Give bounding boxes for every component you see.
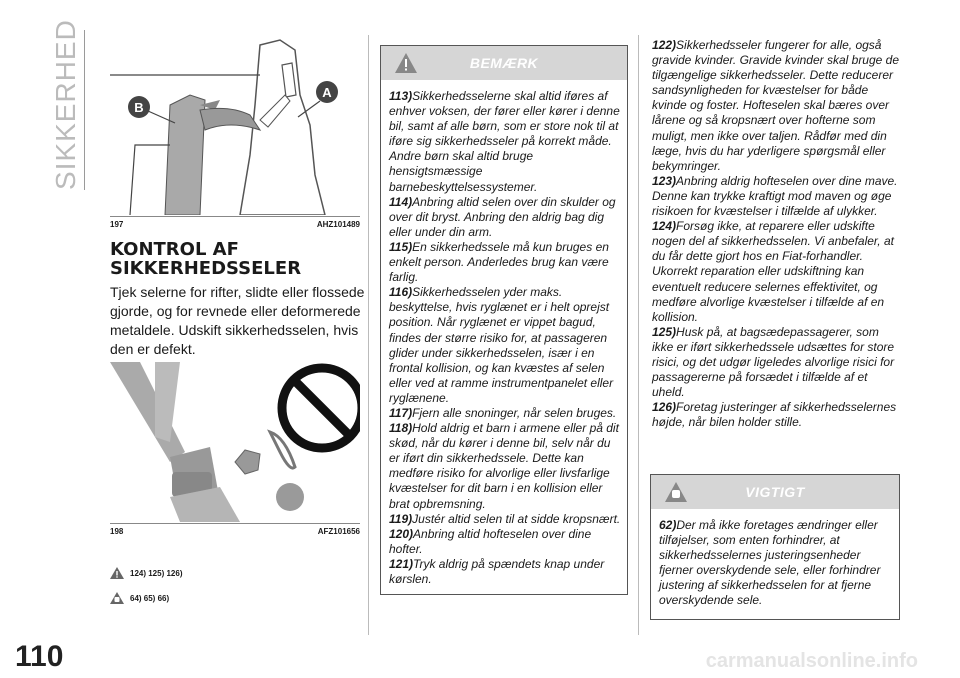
note-item-number: 124) <box>652 219 677 234</box>
figure-198-caption <box>110 523 360 536</box>
note-item <box>389 527 621 557</box>
note-item <box>652 400 902 430</box>
hand-warning-icon <box>110 592 124 604</box>
note-item-number: 122) <box>652 38 677 52</box>
note-item <box>652 38 902 174</box>
note-item <box>389 240 621 285</box>
body-paragraph: Tjek selerne for rifter, slidte eller flossede gjorde, og for revnede eller deformerede metaldele. Udskift sikkerhedsselen, hvis den er defekt. <box>110 284 365 357</box>
figure-marker-a <box>316 81 338 103</box>
note-item-number: 126) <box>652 400 677 415</box>
note-item-text: Hold aldrig et barn i armene eller på dit skød, når du kører i denne bil, selv når du er iført din sikkerhedssele. Dette kan medføre risiko for alvorlige eller livsfarlige kvæstelser for dit barn i en kollision eller brat opbremsning. <box>389 421 619 511</box>
svg-text:A: A <box>322 85 332 100</box>
note-item-text: Tryk aldrig på spændets knap under kørslen. <box>389 556 605 586</box>
figure-code: AHZ101489 <box>316 220 360 229</box>
note-item-number: 125) <box>652 324 677 339</box>
note-item-number: 115) <box>389 239 413 254</box>
note-item <box>389 89 621 195</box>
heading-line-2: SIKKERHEDSSELER <box>110 258 302 279</box>
note-item-text: Anbring altid hofteselen over dine hofter. <box>389 526 592 556</box>
figure-marker-b <box>128 96 150 118</box>
note-item-text: Sikkerhedsselerne skal altid iføres af enhver voksen, der fører eller kører i denne bil, samt af alle børn, som er store nok til at iføre sig sikkerhedsseler på korrekt måde. Andre børn skal altid bruge hensigtsmæssige barnebeskyttelsessystemer. <box>389 89 620 194</box>
page-heading <box>110 240 360 278</box>
section-rule <box>84 30 85 190</box>
note-item-text: Fjern alle snoninger, når selen bruges. <box>412 405 617 420</box>
note-item <box>652 174 902 219</box>
note-item <box>389 285 621 406</box>
heading-line-1: KONTROL AF <box>110 239 239 260</box>
note-item <box>389 406 621 421</box>
note-item <box>389 195 621 240</box>
note-item-text: En sikkerhedssele må kun bruges en enkelt person. Anderledes brug kan være farlig. <box>389 239 609 285</box>
figure-197-image <box>110 35 360 215</box>
note-item <box>659 518 893 609</box>
note-item-number: 123) <box>652 173 677 188</box>
hand-warning-icon <box>665 482 687 502</box>
note-item-number: 114) <box>389 194 413 209</box>
note-item-text: Foretag justeringer af sikkerhedsselernes højde, når bilen holder stille. <box>652 400 897 430</box>
important-box-title: VIGTIGT <box>745 484 805 500</box>
warning-refs <box>110 567 182 579</box>
figure-197-caption <box>110 216 360 229</box>
note-item-text: Anbring aldrig hofteselen over dine mave. Denne kan trykke kraftigt mod maven og øge risikoen for kvæstelser i tilfælde af ulykker. <box>652 173 898 219</box>
warning-refs-label: 124) 125) 126) <box>130 568 183 578</box>
note-box-title: BEMÆRK <box>469 55 539 71</box>
note-item-number: 117) <box>389 405 413 420</box>
column-divider <box>638 35 639 635</box>
important-refs <box>110 592 169 604</box>
note-box <box>380 45 628 595</box>
important-box-body <box>651 509 899 615</box>
figure-number: 197 <box>110 220 124 229</box>
section-tab-label: SIKKERHED <box>50 19 81 190</box>
section-tab <box>50 19 81 190</box>
note-box-header <box>381 46 627 80</box>
continued-notes <box>652 38 902 430</box>
warning-triangle-icon <box>395 53 417 73</box>
note-item-number: 62) <box>659 518 677 532</box>
note-item <box>389 512 621 527</box>
note-item-text: Justér altid selen til at sidde kropsnært. <box>412 511 621 526</box>
page-number: 110 <box>15 640 64 673</box>
note-item-number: 118) <box>389 421 413 436</box>
svg-text:B: B <box>134 100 144 115</box>
important-box-header <box>651 475 899 509</box>
note-item <box>389 421 621 512</box>
note-item-text: Der må ikke foretages ændringer eller tilføjelser, som enten forhindrer, at sikkerhedsselernes justeringsenheder fjerner overskydende sele, eller forhindrer justering af sikkerhedsselen for at fjerne overskydende sele. <box>659 518 881 608</box>
note-item <box>389 557 621 587</box>
column-divider <box>368 35 369 635</box>
important-refs-label: 64) 65) 66) <box>130 593 170 603</box>
note-item-text: Sikkerhedsselen yder maks. beskyttelse, hvis ryglænet er i helt oprejst position. Når ryglænet er vippet bagud, findes der større risiko for, at passageren glider under sikkerhedsselen, især i en frontal kollision, og kan kvæstes af selen eller ved at ramme instrumentpanelet eller ryglænene. <box>389 285 614 405</box>
note-item-number: 121) <box>389 556 414 571</box>
note-item-number: 119) <box>389 511 413 526</box>
figure-code: AFZ101656 <box>317 527 360 536</box>
warning-triangle-icon <box>110 567 124 579</box>
note-item-number: 120) <box>389 526 414 541</box>
note-item-text: Husk på, at bagsædepassagerer, som ikke er iført sikkerhedssele udsættes for store risici, og det udgør ligeledes alvorlige risici for passagererne på forsædet i tilfælde af et uheld. <box>652 324 895 400</box>
figure-number: 198 <box>110 527 124 536</box>
note-item-text: Forsøg ikke, at reparere eller udskifte nogen del af sikkerhedsselen. Vi anbefaler, at du får dette gjort hos en Fiat-forhandler. Ukorrekt reparation eller udskiftning kan eventuelt reducere selernes effektivitet, og medføre alvorlige kvæstelser i tilfælde af en kollision. <box>652 219 894 324</box>
footer-watermark: carmanualsonline.info <box>705 650 918 672</box>
note-box-body <box>381 80 627 593</box>
important-box <box>650 474 900 620</box>
note-item-number: 116) <box>389 285 413 300</box>
figure-198-image <box>110 362 360 522</box>
note-item <box>652 219 902 325</box>
note-item-text: Sikkerhedsseler fungerer for alle, også gravide kvinder. Gravide kvinder skal bruge de tilgængelige sikkerhedsseler. Dette reducerer sandsynligheden for kvæstelser for både kvinde og foster. Hofteselen skal bæres over lårene og så kropsnært over hofterne som muligt, men ikke over taljen. Rådfør med din læge, hvis du har yderligere spørgsmål eller bekymringer. <box>652 38 900 173</box>
note-item <box>652 325 902 400</box>
note-item-number: 113) <box>389 89 413 103</box>
note-item-text: Anbring altid selen over din skulder og over dit bryst. Anbring den aldrig bag dig eller under din arm. <box>389 194 616 239</box>
